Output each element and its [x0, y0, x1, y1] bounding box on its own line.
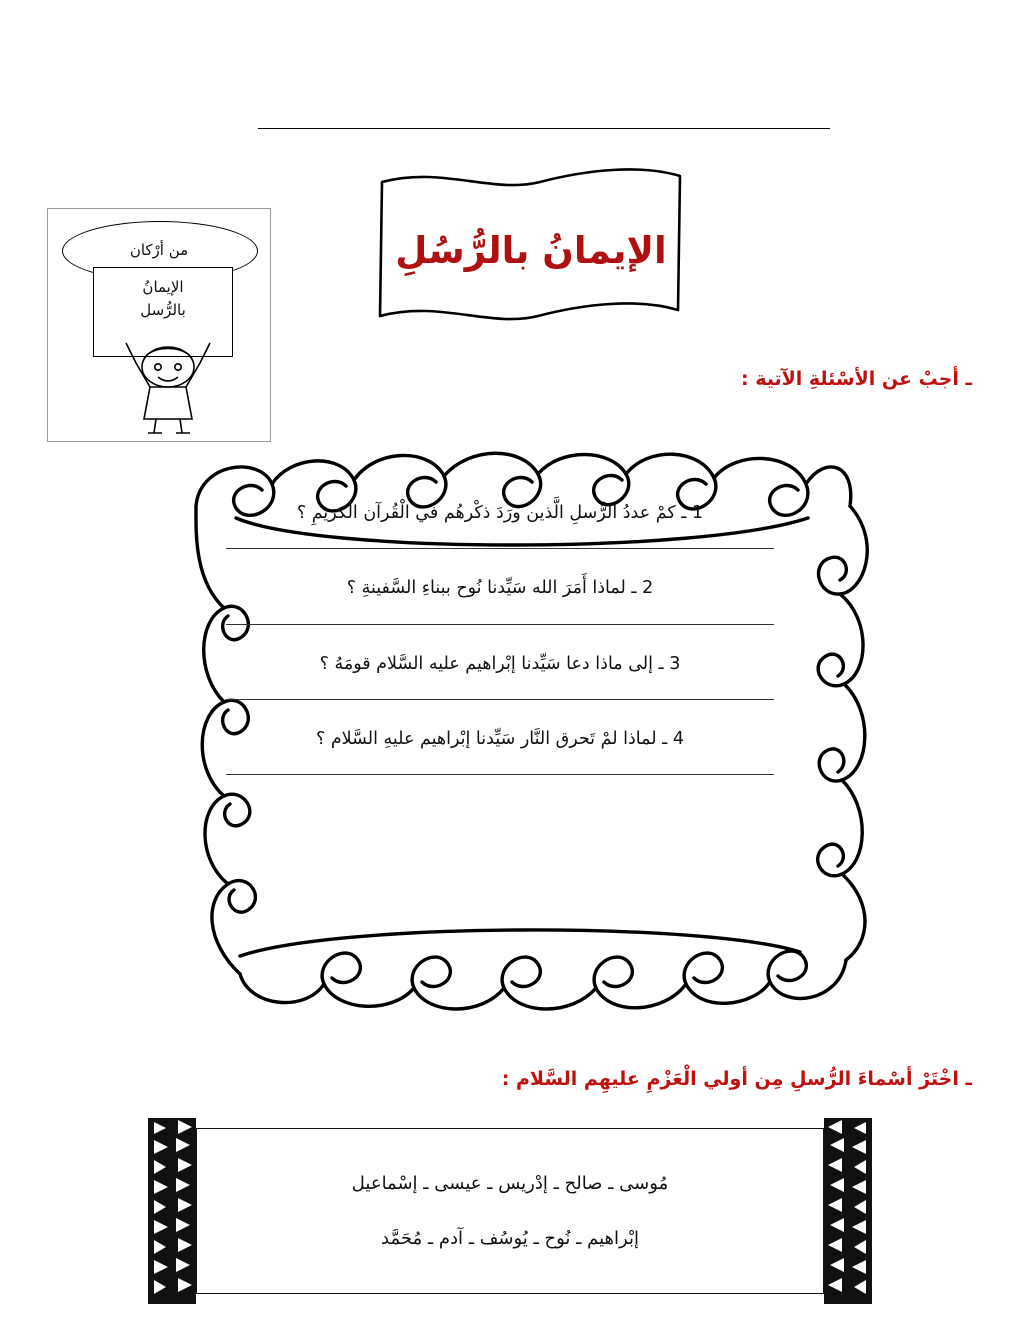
header-rule: [258, 128, 830, 129]
answer-line-2[interactable]: [226, 624, 774, 625]
answer-line-4[interactable]: [226, 774, 774, 775]
word-bank-inner: [196, 1128, 824, 1294]
question-item: [215, 651, 785, 700]
questions-instruction: ـ أجبْ عن الأسْئلةِ الآتية :: [740, 368, 972, 390]
title-banner: [372, 160, 690, 340]
wordbank-instruction: ـ اخْتَرْ أسْماءَ الرُّسلِ مِن أولي الْعَزْمِ عليهِم السَّلام :: [501, 1068, 972, 1090]
question-item: [215, 726, 785, 775]
question-item: [215, 575, 785, 624]
question-text-4: 4 ـ لماذا لمْ تَحرق النَّار سَيِّدنا إبْراهيم عليهِ السَّلام ؟: [316, 728, 684, 749]
page-title: الإيمانُ بالرُّسُلِ: [395, 228, 667, 272]
answer-line-3[interactable]: [226, 699, 774, 700]
word-bank-row-2: إبْراهيم ـ نُوح ـ يُوسُف ـ آدم ـ مُحَمَّد: [381, 1228, 639, 1249]
clipart-box: [47, 208, 271, 442]
word-bank-left-border: [148, 1118, 196, 1304]
questions-list: [215, 500, 785, 801]
word-bank-row-1: مُوسى ـ صالح ـ إدْريس ـ عيسى ـ إسْماعيل: [351, 1173, 669, 1194]
question-text-3: 3 ـ إلى ماذا دعا سَيِّدنا إبْراهيم عليه السَّلام قومَهُ ؟: [319, 653, 681, 674]
question-text-2: 2 ـ لماذا أَمَرَ الله سَيِّدنا نُوح ببناءِ السَّفينةِ ؟: [346, 578, 654, 599]
question-text-1: 1 ـ كمْ عددُ الرُّسلِ الَّذين ورَدَ ذكْرهُم في الْقُرآن الكريمِ ؟: [296, 503, 704, 523]
sign-line-2: بالرُّسل: [140, 300, 186, 319]
question-item: [215, 500, 785, 549]
word-bank-right-border: [824, 1118, 872, 1304]
speech-bubble-text: من أرْكان: [129, 241, 189, 259]
word-bank-box: [148, 1118, 872, 1304]
answer-line-1[interactable]: [226, 548, 774, 549]
sign-line-1: الإيمانُ: [142, 278, 184, 296]
